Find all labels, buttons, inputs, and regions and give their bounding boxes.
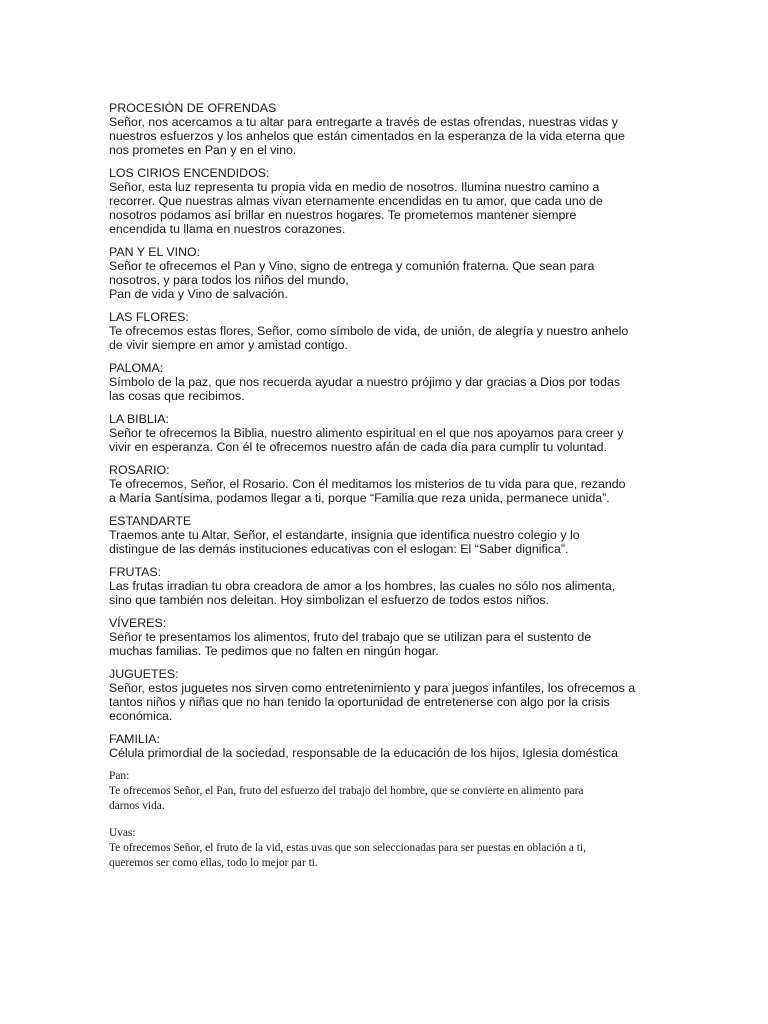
section-text-line: vivir en esperanza. Con él te ofrecemos nuestro afán de cada día para cumplir tu voluntad. [109,440,607,454]
section-text-line: Señor, estos juguetes nos sirven como entretenimiento y para juegos infantiles, los ofrecemos a [109,681,636,695]
document-section [109,412,669,454]
section-text-line: recorrer. Que nuestras almas vivan eternamente encendidas en tu amor, que cada uno de [109,194,603,208]
section-text-line: nos prometes en Pan y en el vino. [109,143,297,157]
document-section [109,514,669,556]
section-text-line: Te ofrecemos, Señor, el Rosario. Con él meditamos los misterios de tu vida para que, rezando [109,477,626,491]
section-text-line: de vivir siempre en amor y amistad contigo. [109,338,348,352]
section-title: PROCESIÒN DE OFRENDAS [109,101,277,115]
document-section [109,101,669,157]
section-text-line: queremos ser como ellas, todo lo mejor par ti. [109,857,318,869]
section-text-line: distingue de las demás instituciones educativas con el eslogan: El “Saber dignifica”. [109,542,569,556]
document-section [109,616,669,658]
section-text-line: Célula primordial de la sociedad, responsable de la educación de los hijos, Iglesia doméstica [109,746,619,760]
section-title: LAS FLORES: [109,310,189,324]
section-text-line: Señor te ofrecemos el Pan y Vino, signo de entrega y comunión fraterna. Que sean para [109,259,595,273]
section-title: Pan: [109,770,130,782]
document-section [109,769,669,814]
section-text-line: nuestros esfuerzos y los anhelos que están cimentados en la esperanza de la vida eterna que [109,129,625,143]
section-title: JUGUETES: [109,667,179,681]
section-text-line: Te ofrecemos Señor, el Pan, fruto del esfuerzo del trabajo del hombre, que se convierte en alimento para [109,785,584,797]
section-text-line: Las frutas irradian tu obra creadora de amor a los hombres, las cuales no sólo nos alimenta, [109,579,616,593]
section-text-line: darnos vida. [109,800,165,812]
section-title: LA BIBLIA: [109,412,169,426]
section-title: PALOMA: [109,361,164,375]
section-title: ROSARIO: [109,463,170,477]
document-section [109,310,669,352]
section-text-line: las cosas que recibimos. [109,389,245,403]
section-text-line: encendida tu llama en nuestros corazones. [109,222,346,236]
section-text-line: Te ofrecemos estas flores, Señor, como símbolo de vida, de unión, de alegría y nuestro anhelo [109,324,629,338]
document-page [109,101,669,883]
document-section [109,667,669,723]
section-text-line: económica. [109,709,173,723]
document-section [109,463,669,505]
section-text-line: a María Santísima, podamos llegar a ti, porque “Familia que reza unida, permanece unida”. [109,491,610,505]
section-title: ESTANDARTE [109,514,192,528]
section-text-line: Señor te presentamos los alimentos, fruto del trabajo que se utilizan para el sustento de [109,630,592,644]
section-title: FRUTAS: [109,565,162,579]
section-text-line: Señor, nos acercamos a tu altar para entregarte a través de estas ofrendas, nuestras vidas y [109,115,618,129]
section-text-line: Traemos ante tu Altar, Señor, el estandarte, insignia que identifica nuestro colegio y lo [109,528,580,542]
document-section [109,245,669,301]
document-section [109,361,669,403]
section-text-line: Símbolo de la paz, que nos recuerda ayudar a nuestro prójimo y dar gracias a Dios por todas [109,375,621,389]
section-title: FAMILIA: [109,732,160,746]
section-text-line: Pan de vida y Vino de salvación. [109,287,288,301]
document-section [109,166,669,236]
section-text-line: Señor, esta luz representa tu propia vida en medio de nosotros. Ilumina nuestro camino a [109,180,600,194]
section-title: Uvas: [109,827,136,839]
section-text-line: sino que también nos deleitan. Hoy simbolizan el esfuerzo de todos estos niños. [109,593,550,607]
section-text-line: Te ofrecemos Señor, el fruto de la vid, estas uvas que son seleccionadas para ser puestas en oblación a ti, [109,842,586,854]
section-text-line: nosotros podamos así brillar en nuestros hogares. Te prometemos mantener siempre [109,208,577,222]
section-text-line: tantos niños y niñas que no han tenido la oportunidad de entretenerse con algo por la crisis [109,695,610,709]
section-title: VÍVERES: [109,616,167,630]
section-title: LOS CIRIOS ENCENDIDOS: [109,166,270,180]
section-title: PAN Y EL VINO: [109,245,201,259]
document-section [109,826,669,871]
document-section [109,732,669,760]
section-text-line: Señor te ofrecemos la Biblia, nuestro alimento espiritual en el que nos apoyamos para creer y [109,426,624,440]
section-text-line: nosotros, y para todos los niños del mundo, [109,273,349,287]
document-section [109,565,669,607]
section-text-line: muchas familias. Te pedimos que no falten en ningún hogar. [109,644,439,658]
